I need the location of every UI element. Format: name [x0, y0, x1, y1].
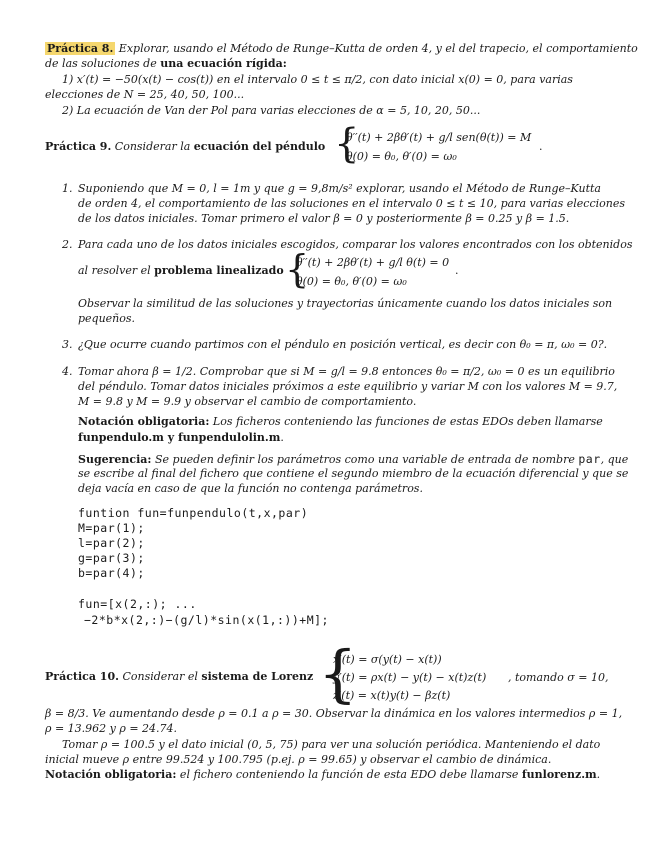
p9-suggestion-end: , que	[600, 453, 629, 466]
p9-item2-line4: pequeños.	[78, 312, 136, 325]
p9-item2-line2-text: al resolver el	[78, 264, 155, 277]
p9-notation-text: Los ficheros conteniendo las funciones de estas EDOs deben llamarse	[209, 415, 603, 428]
p9-item2-number: 2.	[62, 238, 73, 251]
p9-item2-brace: {	[285, 247, 310, 291]
p9-item2-line1: Para cada uno de los datos iniciales escogidos, comparar los valores encontrados con los obtenidos	[78, 238, 633, 251]
p9-notation-line1	[78, 415, 603, 429]
p8-item1-line1: 1) x′(t) = −50(x(t) − cos(t)) en el intervalo 0 ≤ t ≤ π/2, con dato inicial x(0) = 0, para varias	[62, 73, 573, 86]
p9-item2-system-eq1: θ′′(t) + 2βθ′(t) + g/l θ(t) = 0	[296, 256, 450, 269]
p9-item4-line2: del péndulo. Tomar datos iniciales próximos a este equilibrio y variar M con los valores M = 9.7,	[78, 380, 618, 393]
p8-line2-text: de las soluciones de	[45, 57, 161, 70]
p9-notation-line2	[78, 431, 284, 445]
p10-notation-text: el fichero conteniendo la función de esta EDO debe llamarse	[176, 768, 522, 781]
p9-suggestion-text: Se pueden definir los parámetros como una variable de entrada de nombre	[151, 453, 579, 466]
p9-item2-dot: .	[455, 264, 459, 277]
p9-item3-number: 3.	[62, 338, 73, 351]
code-line-3: l=par(2);	[78, 536, 145, 550]
p10-line1: β = 8/3. Ve aumentando desde ρ = 0.1 a ρ = 30. Observar la dinámica en los valores intermedios ρ = 1,	[45, 707, 623, 720]
p9-linearized-term: problema linealizado	[154, 264, 284, 277]
p9-pendulum-term: ecuación del péndulo	[193, 140, 326, 153]
p9-item1-line1: Suponiendo que M = 0, l = 1m y que g = 9,8m/s² explorar, usando el Método de Runge–Kutta	[78, 182, 601, 195]
p10-line3: Tomar ρ = 100.5 y el dato inicial (0, 5, 75) para ver una solución periódica. Manteniendo el dato	[62, 738, 601, 751]
p9-item2-system-eq2: θ(0) = θ₀, θ′(0) = ω₀	[296, 275, 407, 288]
p10-notation-label: Notación obligatoria:	[45, 768, 177, 781]
p9-label: Práctica 9.	[45, 140, 112, 153]
code-line-5: b=par(4);	[78, 566, 145, 580]
p9-item2-line3: Observar la similitud de las soluciones y trayectorias únicamente cuando los datos iniciales son	[78, 297, 613, 310]
p10-notation-file: funlorenz.m	[521, 768, 597, 781]
p9-notation-dot: .	[280, 431, 284, 444]
p10-notation-dot: .	[596, 768, 601, 781]
p9-item2-line2	[78, 264, 284, 278]
p10-line4: inicial mueve ρ entre 99.524 y 100.795 (p.ej. ρ = 99.65) y observar el cambio de dinámica.	[45, 753, 552, 766]
p8-rigid-eq-term: una ecuación rígida:	[160, 57, 287, 70]
p8-line2	[45, 57, 287, 71]
p9-suggestion-code: par	[578, 452, 601, 466]
p9-brace: {	[334, 121, 360, 167]
code-line-7: −2*b*x(2,:)−(g/l)*sin(x(1,:))+M];	[84, 613, 329, 627]
p8-line1	[45, 42, 638, 56]
p10-brace: {	[318, 637, 358, 710]
code-line-1: funtion fun=funpendulo(t,x,par)	[78, 506, 309, 520]
p10-line2: ρ = 13.962 y ρ = 24.74.	[45, 722, 178, 735]
p9-item1-line3: de los datos iniciales. Tomar primero el valor β = 0 y posteriormente β = 0.25 y β = 1.5.	[78, 212, 570, 225]
p9-notation-label: Notación obligatoria:	[78, 415, 210, 428]
p10-system-eq3: z′(t) = x(t)y(t) − βz(t)	[333, 689, 451, 702]
p9-suggestion-line1	[78, 452, 628, 467]
p10-system-eq1: x′(t) = σ(y(t) − x(t))	[333, 653, 442, 666]
code-line-6: fun=[x(2,:); ...	[78, 597, 197, 611]
p9-item1-number: 1.	[62, 182, 73, 195]
p10-label: Práctica 10.	[45, 670, 119, 683]
p9-suggestion-line2: se escribe al final del fichero que contiene el segundo miembro de la ecuación diferencial y que se	[78, 467, 629, 480]
p10-intro-text: Considerar el	[118, 670, 202, 683]
code-line-2: M=par(1);	[78, 521, 145, 535]
p10-tail: , tomando σ = 10,	[508, 671, 609, 684]
p8-item1-line2: elecciones de N = 25, 40, 50, 100...	[45, 88, 245, 101]
p8-item2: 2) La ecuación de Van der Pol para varias elecciones de α = 5, 10, 20, 50...	[62, 104, 481, 117]
p9-item1-line2: de orden 4, el comportamiento de las soluciones en el intervalo 0 ≤ t ≤ 10, para varias elecciones	[78, 197, 625, 210]
p10-system-eq2: y′(t) = ρx(t) − y(t) − x(t)z(t)	[333, 671, 487, 684]
p10-lorenz-term: sistema de Lorenz	[201, 670, 314, 683]
p10-notation	[45, 768, 600, 782]
p9-item4-number: 4.	[62, 365, 73, 378]
p8-label: Práctica 8.	[47, 42, 114, 55]
p9-suggestion-label: Sugerencia:	[78, 453, 152, 466]
p9-notation-files: funpendulo.m y funpendulolin.m	[78, 431, 281, 444]
p9-system-eq1: θ′′(t) + 2βθ′(t) + g/l sen(θ(t)) = M	[346, 131, 532, 144]
p9-dot: .	[539, 140, 543, 153]
p9-item4-line3: M = 9.8 y M = 9.9 y observar el cambio de comportamiento.	[78, 395, 417, 408]
p9-item4-line1: Tomar ahora β = 1/2. Comprobar que si M = g/l = 9.8 entonces θ₀ = π/2, ω₀ = 0 es un equilibrio	[78, 365, 615, 378]
p9-intro-text: Considerar la	[111, 140, 194, 153]
code-line-4: g=par(3);	[78, 551, 145, 565]
p9-suggestion-line3: deja vacía en caso de que la función no contenga parámetros.	[78, 482, 423, 495]
p10-intro	[45, 670, 313, 684]
p9-intro	[45, 140, 325, 154]
p9-item3-line1: ¿Que ocurre cuando partimos con el péndulo en posición vertical, es decir con θ₀ = π, ω₀ = 0?.	[78, 338, 608, 351]
p8-intro: Explorar, usando el Método de Runge–Kutta de orden 4, y el del trapecio, el comportamiento	[115, 42, 638, 55]
p9-system-eq2: θ(0) = θ₀, θ′(0) = ω₀	[346, 150, 457, 163]
